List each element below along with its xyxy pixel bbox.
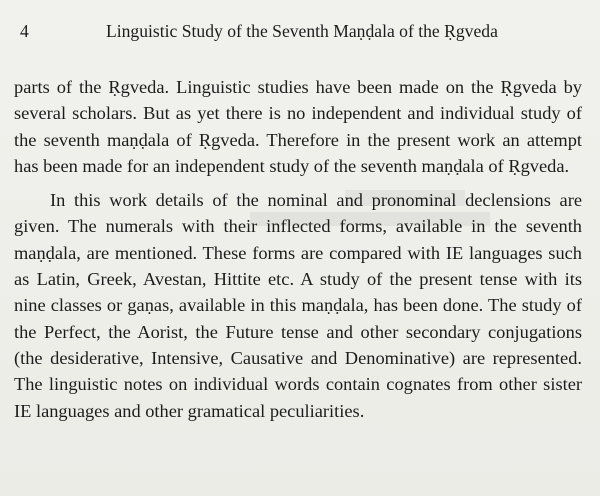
body-text	[14, 74, 582, 424]
page-number: 4	[20, 21, 29, 41]
paragraph-2: In this work details of the nominal and pronominal declensions are given. The numerals with their inflected forms, available in the seventh maṇḍala, are mentioned. These forms are compared with IE languages such as Latin, Greek, Avestan, Hittite etc. A study of the present tense with its nine classes or gaṇas, available in this maṇḍala, has been done. The study of the Perfect, the Aorist, the Future tense and other secondary conjugations (the desiderative, Intensive, Causative and Denominative) are represented. The linguistic notes on individual words contain cognates from other sister IE languages and other gramatical peculiarities.	[14, 190, 582, 421]
running-title: Linguistic Study of the Seventh Maṇḍala of the Ṛgveda	[106, 21, 498, 41]
page-header	[20, 20, 580, 42]
paragraph-1: parts of the Ṛgveda. Linguistic studies have been made on the Ṛgveda by several scholars. But as yet there is no independent and individual study of the seventh maṇḍala of Ṛgveda. Therefore in the present work an attempt has been made for an independent study of the seventh maṇḍala of Ṛgveda.	[14, 77, 582, 176]
